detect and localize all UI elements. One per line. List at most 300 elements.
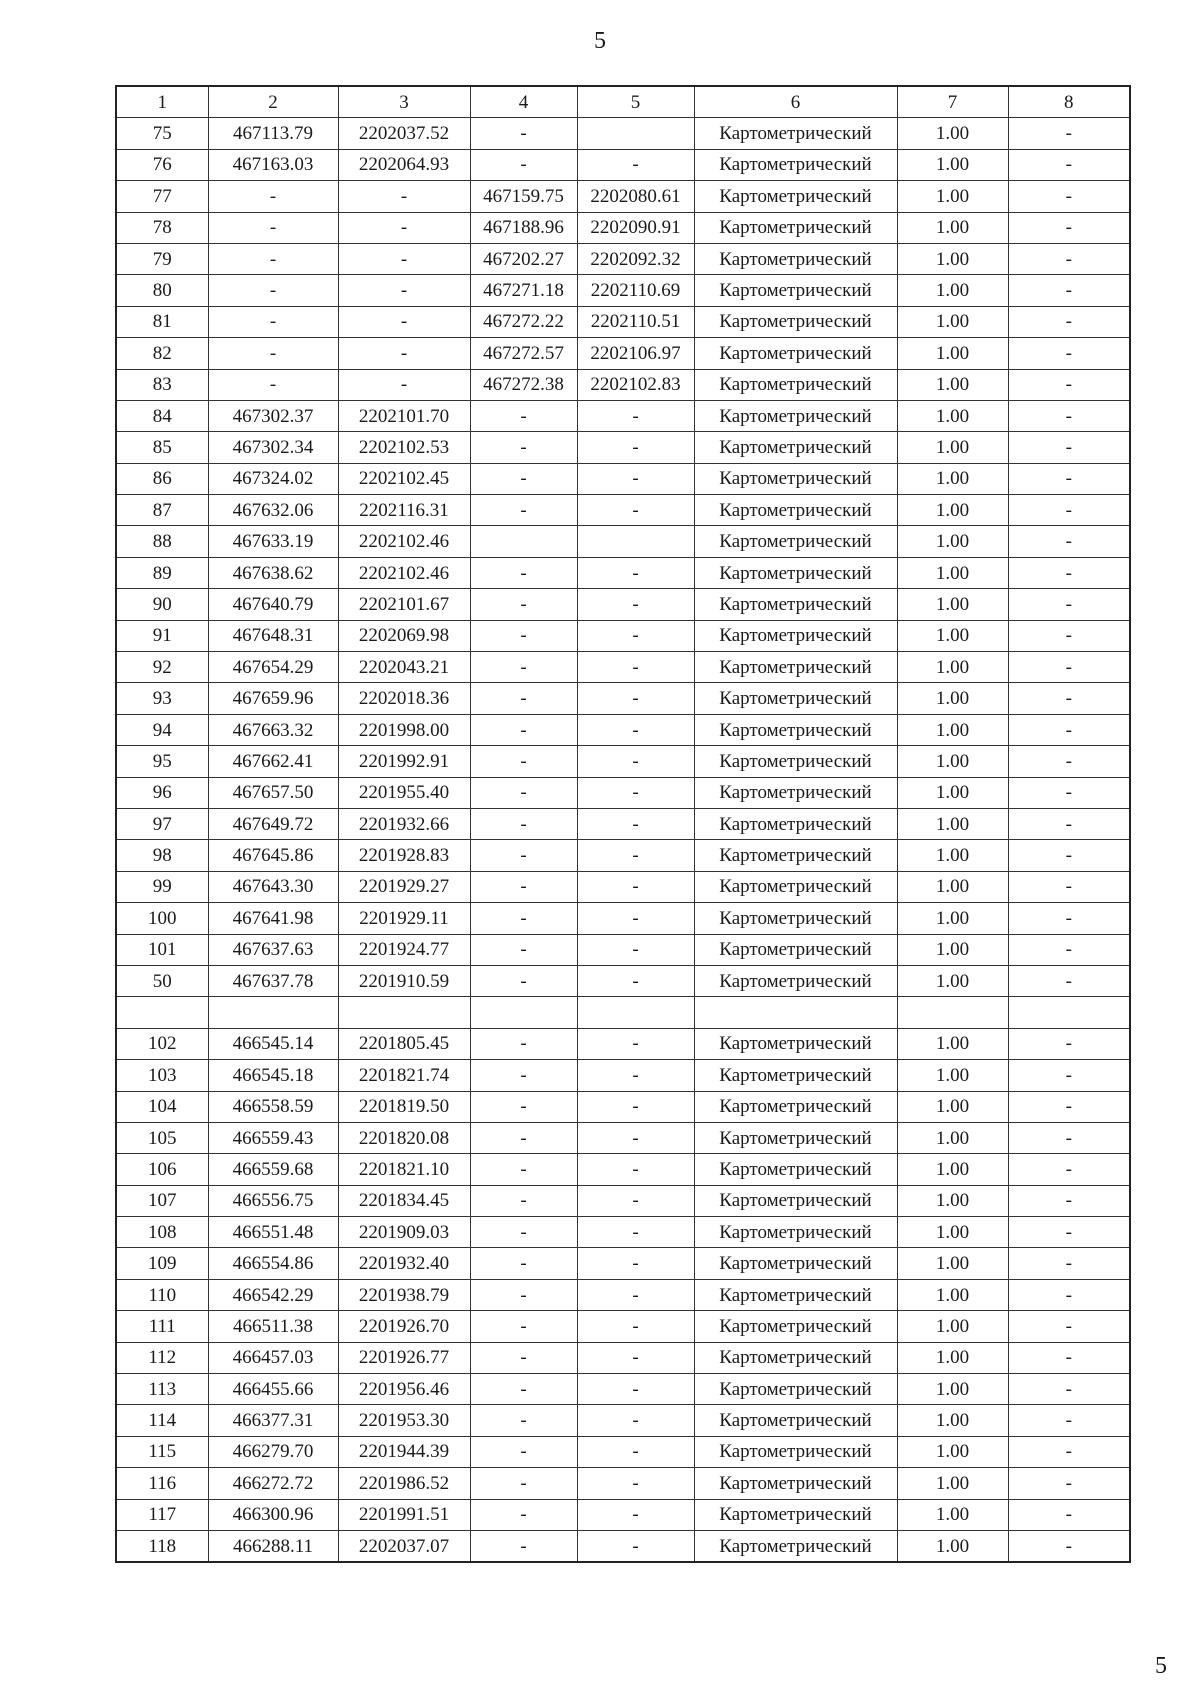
table-cell: 467272.57 [470, 338, 577, 369]
table-cell: 466511.38 [208, 1311, 338, 1342]
table-cell: 97 [116, 808, 208, 839]
table-cell: 88 [116, 526, 208, 557]
table-cell: - [1008, 1248, 1130, 1279]
table-cell: 2201910.59 [338, 965, 470, 996]
table-cell: Картометрический [694, 903, 897, 934]
table-cell: 1.00 [897, 1122, 1008, 1153]
table-cell: Картометрический [694, 1374, 897, 1405]
table-cell: - [577, 808, 694, 839]
table-cell: - [1008, 652, 1130, 683]
table-cell: - [577, 746, 694, 777]
table-cell: 466272.72 [208, 1468, 338, 1499]
table-cell: 2201998.00 [338, 714, 470, 745]
table-cell: Картометрический [694, 212, 897, 243]
table-cell: 2201992.91 [338, 746, 470, 777]
table-cell: 467637.78 [208, 965, 338, 996]
table-cell: - [470, 683, 577, 714]
table-cell: - [338, 338, 470, 369]
table-cell [470, 526, 577, 557]
table-cell: 1.00 [897, 1154, 1008, 1185]
table-cell: 1.00 [897, 1060, 1008, 1091]
table-cell: 102 [116, 1028, 208, 1059]
page-number-bottom: 5 [1155, 1653, 1167, 1679]
table-cell: - [1008, 1185, 1130, 1216]
table-row [116, 1468, 1130, 1499]
table-cell: 2202037.07 [338, 1530, 470, 1562]
table-cell: - [1008, 1468, 1130, 1499]
table-cell: Картометрический [694, 1028, 897, 1059]
table-cell: Картометрический [694, 181, 897, 212]
table-row [116, 400, 1130, 431]
table-cell: Картометрический [694, 1060, 897, 1091]
table-cell: - [1008, 871, 1130, 902]
table-cell: 467272.22 [470, 306, 577, 337]
table-cell: - [1008, 149, 1130, 180]
table-cell: 117 [116, 1499, 208, 1530]
table-row [116, 903, 1130, 934]
table-cell: - [338, 181, 470, 212]
column-header: 8 [1008, 86, 1130, 118]
table-cell: Картометрический [694, 1499, 897, 1530]
table-cell: 1.00 [897, 589, 1008, 620]
table-cell: - [470, 400, 577, 431]
column-header: 7 [897, 86, 1008, 118]
table-cell: 466542.29 [208, 1279, 338, 1310]
table-cell: 104 [116, 1091, 208, 1122]
table-row [116, 495, 1130, 526]
table-row [116, 1342, 1130, 1373]
table-cell: - [470, 589, 577, 620]
table-cell: Картометрический [694, 1217, 897, 1248]
table-cell: 1.00 [897, 1185, 1008, 1216]
table-cell: 95 [116, 746, 208, 777]
table-cell: 2202043.21 [338, 652, 470, 683]
table-row [116, 746, 1130, 777]
table-cell: 467648.31 [208, 620, 338, 651]
table-cell: - [1008, 369, 1130, 400]
table-cell: Картометрический [694, 118, 897, 149]
table-cell: Картометрический [694, 526, 897, 557]
table-cell: 467302.37 [208, 400, 338, 431]
table-cell: - [577, 1154, 694, 1185]
table-cell: - [577, 432, 694, 463]
table-cell: 1.00 [897, 934, 1008, 965]
table-cell [577, 118, 694, 149]
table-cell: - [470, 463, 577, 494]
column-header: 2 [208, 86, 338, 118]
table-cell: 2201834.45 [338, 1185, 470, 1216]
table-cell: 2201819.50 [338, 1091, 470, 1122]
table-cell [338, 997, 470, 1028]
table-cell: 85 [116, 432, 208, 463]
table-cell: 80 [116, 275, 208, 306]
table-cell: - [577, 903, 694, 934]
table-row [116, 432, 1130, 463]
table-cell: Картометрический [694, 808, 897, 839]
table-cell: 1.00 [897, 149, 1008, 180]
table-cell: - [338, 306, 470, 337]
table-cell: 96 [116, 777, 208, 808]
table-cell: 1.00 [897, 620, 1008, 651]
table-cell: 105 [116, 1122, 208, 1153]
table-cell: 111 [116, 1311, 208, 1342]
header-row [116, 86, 1130, 118]
table-cell: 1.00 [897, 495, 1008, 526]
table-cell: - [1008, 746, 1130, 777]
table-cell: 467640.79 [208, 589, 338, 620]
table-cell: - [1008, 212, 1130, 243]
table-cell: 2201924.77 [338, 934, 470, 965]
table-cell: 1.00 [897, 1217, 1008, 1248]
column-header: 5 [577, 86, 694, 118]
table-cell: 113 [116, 1374, 208, 1405]
table-row [116, 683, 1130, 714]
table-row [116, 1060, 1130, 1091]
table-row [116, 463, 1130, 494]
table-cell: - [1008, 714, 1130, 745]
column-header: 4 [470, 86, 577, 118]
table-cell: 467324.02 [208, 463, 338, 494]
table-cell: 2201909.03 [338, 1217, 470, 1248]
table-cell: Картометрический [694, 1468, 897, 1499]
table-cell: - [1008, 1374, 1130, 1405]
table-cell: - [470, 1028, 577, 1059]
table-cell: 98 [116, 840, 208, 871]
table-cell: 109 [116, 1248, 208, 1279]
table-cell [577, 526, 694, 557]
table-cell: - [1008, 1311, 1130, 1342]
table-cell: - [577, 149, 694, 180]
table-cell: - [577, 1122, 694, 1153]
table-cell: 1.00 [897, 1499, 1008, 1530]
table-cell: - [1008, 934, 1130, 965]
table-row [116, 1217, 1130, 1248]
table-cell: 2202080.61 [577, 181, 694, 212]
table-cell: - [577, 1405, 694, 1436]
table-cell: - [1008, 903, 1130, 934]
table-cell: - [577, 1374, 694, 1405]
table-cell: 99 [116, 871, 208, 902]
table-row [116, 526, 1130, 557]
table-cell: 467113.79 [208, 118, 338, 149]
table-cell: 2201805.45 [338, 1028, 470, 1059]
table-cell: 2202110.69 [577, 275, 694, 306]
table-cell: - [208, 306, 338, 337]
table-cell: - [1008, 1217, 1130, 1248]
table-cell: Картометрический [694, 1279, 897, 1310]
table-cell: - [470, 149, 577, 180]
table-cell: 1.00 [897, 432, 1008, 463]
table-cell: Картометрический [694, 1185, 897, 1216]
table-cell: Картометрический [694, 589, 897, 620]
table-cell: - [1008, 777, 1130, 808]
table-cell: Картометрический [694, 871, 897, 902]
table-cell [1008, 997, 1130, 1028]
table-cell: Картометрический [694, 934, 897, 965]
column-header: 1 [116, 86, 208, 118]
table-cell [897, 997, 1008, 1028]
table-cell: 1.00 [897, 777, 1008, 808]
table-cell: 82 [116, 338, 208, 369]
table-cell: 76 [116, 149, 208, 180]
table-cell: - [1008, 1154, 1130, 1185]
table-cell: - [470, 1091, 577, 1122]
table-cell: 1.00 [897, 338, 1008, 369]
table-cell: - [208, 212, 338, 243]
table-cell: - [470, 1248, 577, 1279]
table-cell: - [1008, 1028, 1130, 1059]
table-cell: 467654.29 [208, 652, 338, 683]
table-cell: 1.00 [897, 1028, 1008, 1059]
table-cell: 118 [116, 1530, 208, 1562]
table-cell: - [577, 1530, 694, 1562]
table-cell: 2202092.32 [577, 243, 694, 274]
table-cell: - [577, 934, 694, 965]
table-cell: - [470, 1530, 577, 1562]
table-row [116, 338, 1130, 369]
table-cell: 115 [116, 1436, 208, 1467]
table-cell: Картометрический [694, 1311, 897, 1342]
table-cell: 77 [116, 181, 208, 212]
table-cell: 1.00 [897, 1530, 1008, 1562]
table-cell [577, 997, 694, 1028]
table-cell: 1.00 [897, 652, 1008, 683]
table-cell: Картометрический [694, 1342, 897, 1373]
table-cell: - [1008, 495, 1130, 526]
table-cell: - [470, 714, 577, 745]
table-cell: 2202106.97 [577, 338, 694, 369]
table-cell: 1.00 [897, 746, 1008, 777]
table-cell: - [1008, 338, 1130, 369]
table-cell: 2202090.91 [577, 212, 694, 243]
table-cell: 1.00 [897, 1342, 1008, 1373]
table-cell: 1.00 [897, 1091, 1008, 1122]
table-row [116, 369, 1130, 400]
table-cell: 467271.18 [470, 275, 577, 306]
table-cell: 466279.70 [208, 1436, 338, 1467]
table-cell: - [1008, 463, 1130, 494]
table-cell: - [1008, 1122, 1130, 1153]
table-cell: - [1008, 1091, 1130, 1122]
table-cell: 92 [116, 652, 208, 683]
table-cell: 1.00 [897, 243, 1008, 274]
table-cell: - [470, 1279, 577, 1310]
table-row [116, 118, 1130, 149]
table-cell: Картометрический [694, 1248, 897, 1279]
table-cell: 467663.32 [208, 714, 338, 745]
table-cell: 2201926.70 [338, 1311, 470, 1342]
table-row [116, 1436, 1130, 1467]
table-row [116, 934, 1130, 965]
table-cell: - [470, 934, 577, 965]
table-cell: - [470, 557, 577, 588]
table-cell: Картометрический [694, 243, 897, 274]
table-cell: 467202.27 [470, 243, 577, 274]
table-cell: 1.00 [897, 1374, 1008, 1405]
table-cell: - [470, 965, 577, 996]
table-cell: Картометрический [694, 495, 897, 526]
table-row [116, 965, 1130, 996]
table-cell: - [208, 243, 338, 274]
table-body [116, 118, 1130, 1562]
table-cell: 466457.03 [208, 1342, 338, 1373]
table-cell: 2202116.31 [338, 495, 470, 526]
table-cell: - [208, 369, 338, 400]
table-row [116, 1499, 1130, 1530]
table-cell: 1.00 [897, 965, 1008, 996]
table-cell: - [470, 495, 577, 526]
table-cell: 106 [116, 1154, 208, 1185]
table-cell: Картометрический [694, 338, 897, 369]
table-cell [116, 997, 208, 1028]
table-cell: 467188.96 [470, 212, 577, 243]
table-cell: - [577, 777, 694, 808]
table-cell: Картометрический [694, 1436, 897, 1467]
table-cell: - [1008, 1342, 1130, 1373]
table-cell: Картометрический [694, 1530, 897, 1562]
table-cell: - [577, 589, 694, 620]
table-cell: 87 [116, 495, 208, 526]
table-cell: 1.00 [897, 903, 1008, 934]
table-row [116, 1530, 1130, 1562]
table-cell: Картометрический [694, 652, 897, 683]
table-cell: 107 [116, 1185, 208, 1216]
table-cell: 108 [116, 1217, 208, 1248]
table-cell: - [577, 652, 694, 683]
table-cell: 2201956.46 [338, 1374, 470, 1405]
table-cell: - [470, 903, 577, 934]
table-cell: 2202018.36 [338, 683, 470, 714]
table-cell: 2202110.51 [577, 306, 694, 337]
table-cell: 2202101.70 [338, 400, 470, 431]
table-row [116, 871, 1130, 902]
table-row [116, 1185, 1130, 1216]
table-cell: 86 [116, 463, 208, 494]
table-row [116, 1028, 1130, 1059]
table-cell: - [470, 1185, 577, 1216]
table-cell: 1.00 [897, 871, 1008, 902]
table-cell: - [577, 871, 694, 902]
table-cell: Картометрический [694, 620, 897, 651]
table-cell: - [470, 1311, 577, 1342]
column-header: 3 [338, 86, 470, 118]
table-cell: 467272.38 [470, 369, 577, 400]
table-cell: - [1008, 400, 1130, 431]
table-cell: - [470, 840, 577, 871]
table-cell: - [470, 1499, 577, 1530]
table-cell: 2201820.08 [338, 1122, 470, 1153]
table-cell: 2201821.74 [338, 1060, 470, 1091]
table-cell: 2201986.52 [338, 1468, 470, 1499]
table-cell: 467662.41 [208, 746, 338, 777]
table-cell: - [577, 683, 694, 714]
table-cell: - [1008, 181, 1130, 212]
table-cell: - [577, 1468, 694, 1499]
table-cell: - [1008, 1279, 1130, 1310]
table-cell: - [1008, 840, 1130, 871]
table-cell: Картометрический [694, 1122, 897, 1153]
table-cell: - [338, 275, 470, 306]
table-cell: 101 [116, 934, 208, 965]
table-cell: - [1008, 589, 1130, 620]
table-cell: 103 [116, 1060, 208, 1091]
table-cell: - [208, 181, 338, 212]
table-cell: 1.00 [897, 840, 1008, 871]
table-cell: Картометрический [694, 1405, 897, 1436]
table-cell: - [470, 432, 577, 463]
table-row [116, 243, 1130, 274]
table-cell [470, 997, 577, 1028]
table-cell: 466545.14 [208, 1028, 338, 1059]
table-cell: 1.00 [897, 1405, 1008, 1436]
table-row [116, 149, 1130, 180]
table-cell: 1.00 [897, 118, 1008, 149]
table-cell: - [338, 243, 470, 274]
table-cell: - [577, 1091, 694, 1122]
table-cell: - [208, 338, 338, 369]
table-cell: 2201928.83 [338, 840, 470, 871]
table-cell: - [1008, 1530, 1130, 1562]
table-cell: 467632.06 [208, 495, 338, 526]
table-cell: Картометрический [694, 306, 897, 337]
table-cell: - [338, 369, 470, 400]
table-cell: Картометрический [694, 683, 897, 714]
table-cell: Картометрический [694, 777, 897, 808]
table-cell: 83 [116, 369, 208, 400]
table-cell: 1.00 [897, 808, 1008, 839]
table-cell: 2201932.66 [338, 808, 470, 839]
table-cell: 75 [116, 118, 208, 149]
table-cell: - [470, 1217, 577, 1248]
table-cell: - [1008, 1405, 1130, 1436]
table-cell: - [577, 1311, 694, 1342]
table-cell: 2202069.98 [338, 620, 470, 651]
table-cell: - [1008, 1499, 1130, 1530]
table-cell: 1.00 [897, 1311, 1008, 1342]
table-cell: 466554.86 [208, 1248, 338, 1279]
table-cell: 116 [116, 1468, 208, 1499]
table-cell: 1.00 [897, 275, 1008, 306]
table-cell: 90 [116, 589, 208, 620]
table-cell: 1.00 [897, 1436, 1008, 1467]
table-cell: Картометрический [694, 463, 897, 494]
table-row [116, 1279, 1130, 1310]
table-cell: Картометрический [694, 275, 897, 306]
page-number-top: 5 [594, 28, 606, 54]
table-cell: 84 [116, 400, 208, 431]
table-cell: - [577, 620, 694, 651]
table-cell: 466377.31 [208, 1405, 338, 1436]
table-cell: - [470, 871, 577, 902]
table-row [116, 714, 1130, 745]
table-cell: - [470, 746, 577, 777]
table-row [116, 620, 1130, 651]
table-cell: - [470, 620, 577, 651]
table-cell: - [577, 557, 694, 588]
table-cell: - [577, 965, 694, 996]
table-row [116, 589, 1130, 620]
table-cell: 466559.43 [208, 1122, 338, 1153]
table-cell: Картометрический [694, 840, 897, 871]
table-row [116, 275, 1130, 306]
table-row [116, 997, 1130, 1028]
table-cell: 81 [116, 306, 208, 337]
table-cell [694, 997, 897, 1028]
table-cell: - [1008, 557, 1130, 588]
table-cell: - [577, 463, 694, 494]
table-row [116, 1154, 1130, 1185]
table-cell: - [470, 1122, 577, 1153]
